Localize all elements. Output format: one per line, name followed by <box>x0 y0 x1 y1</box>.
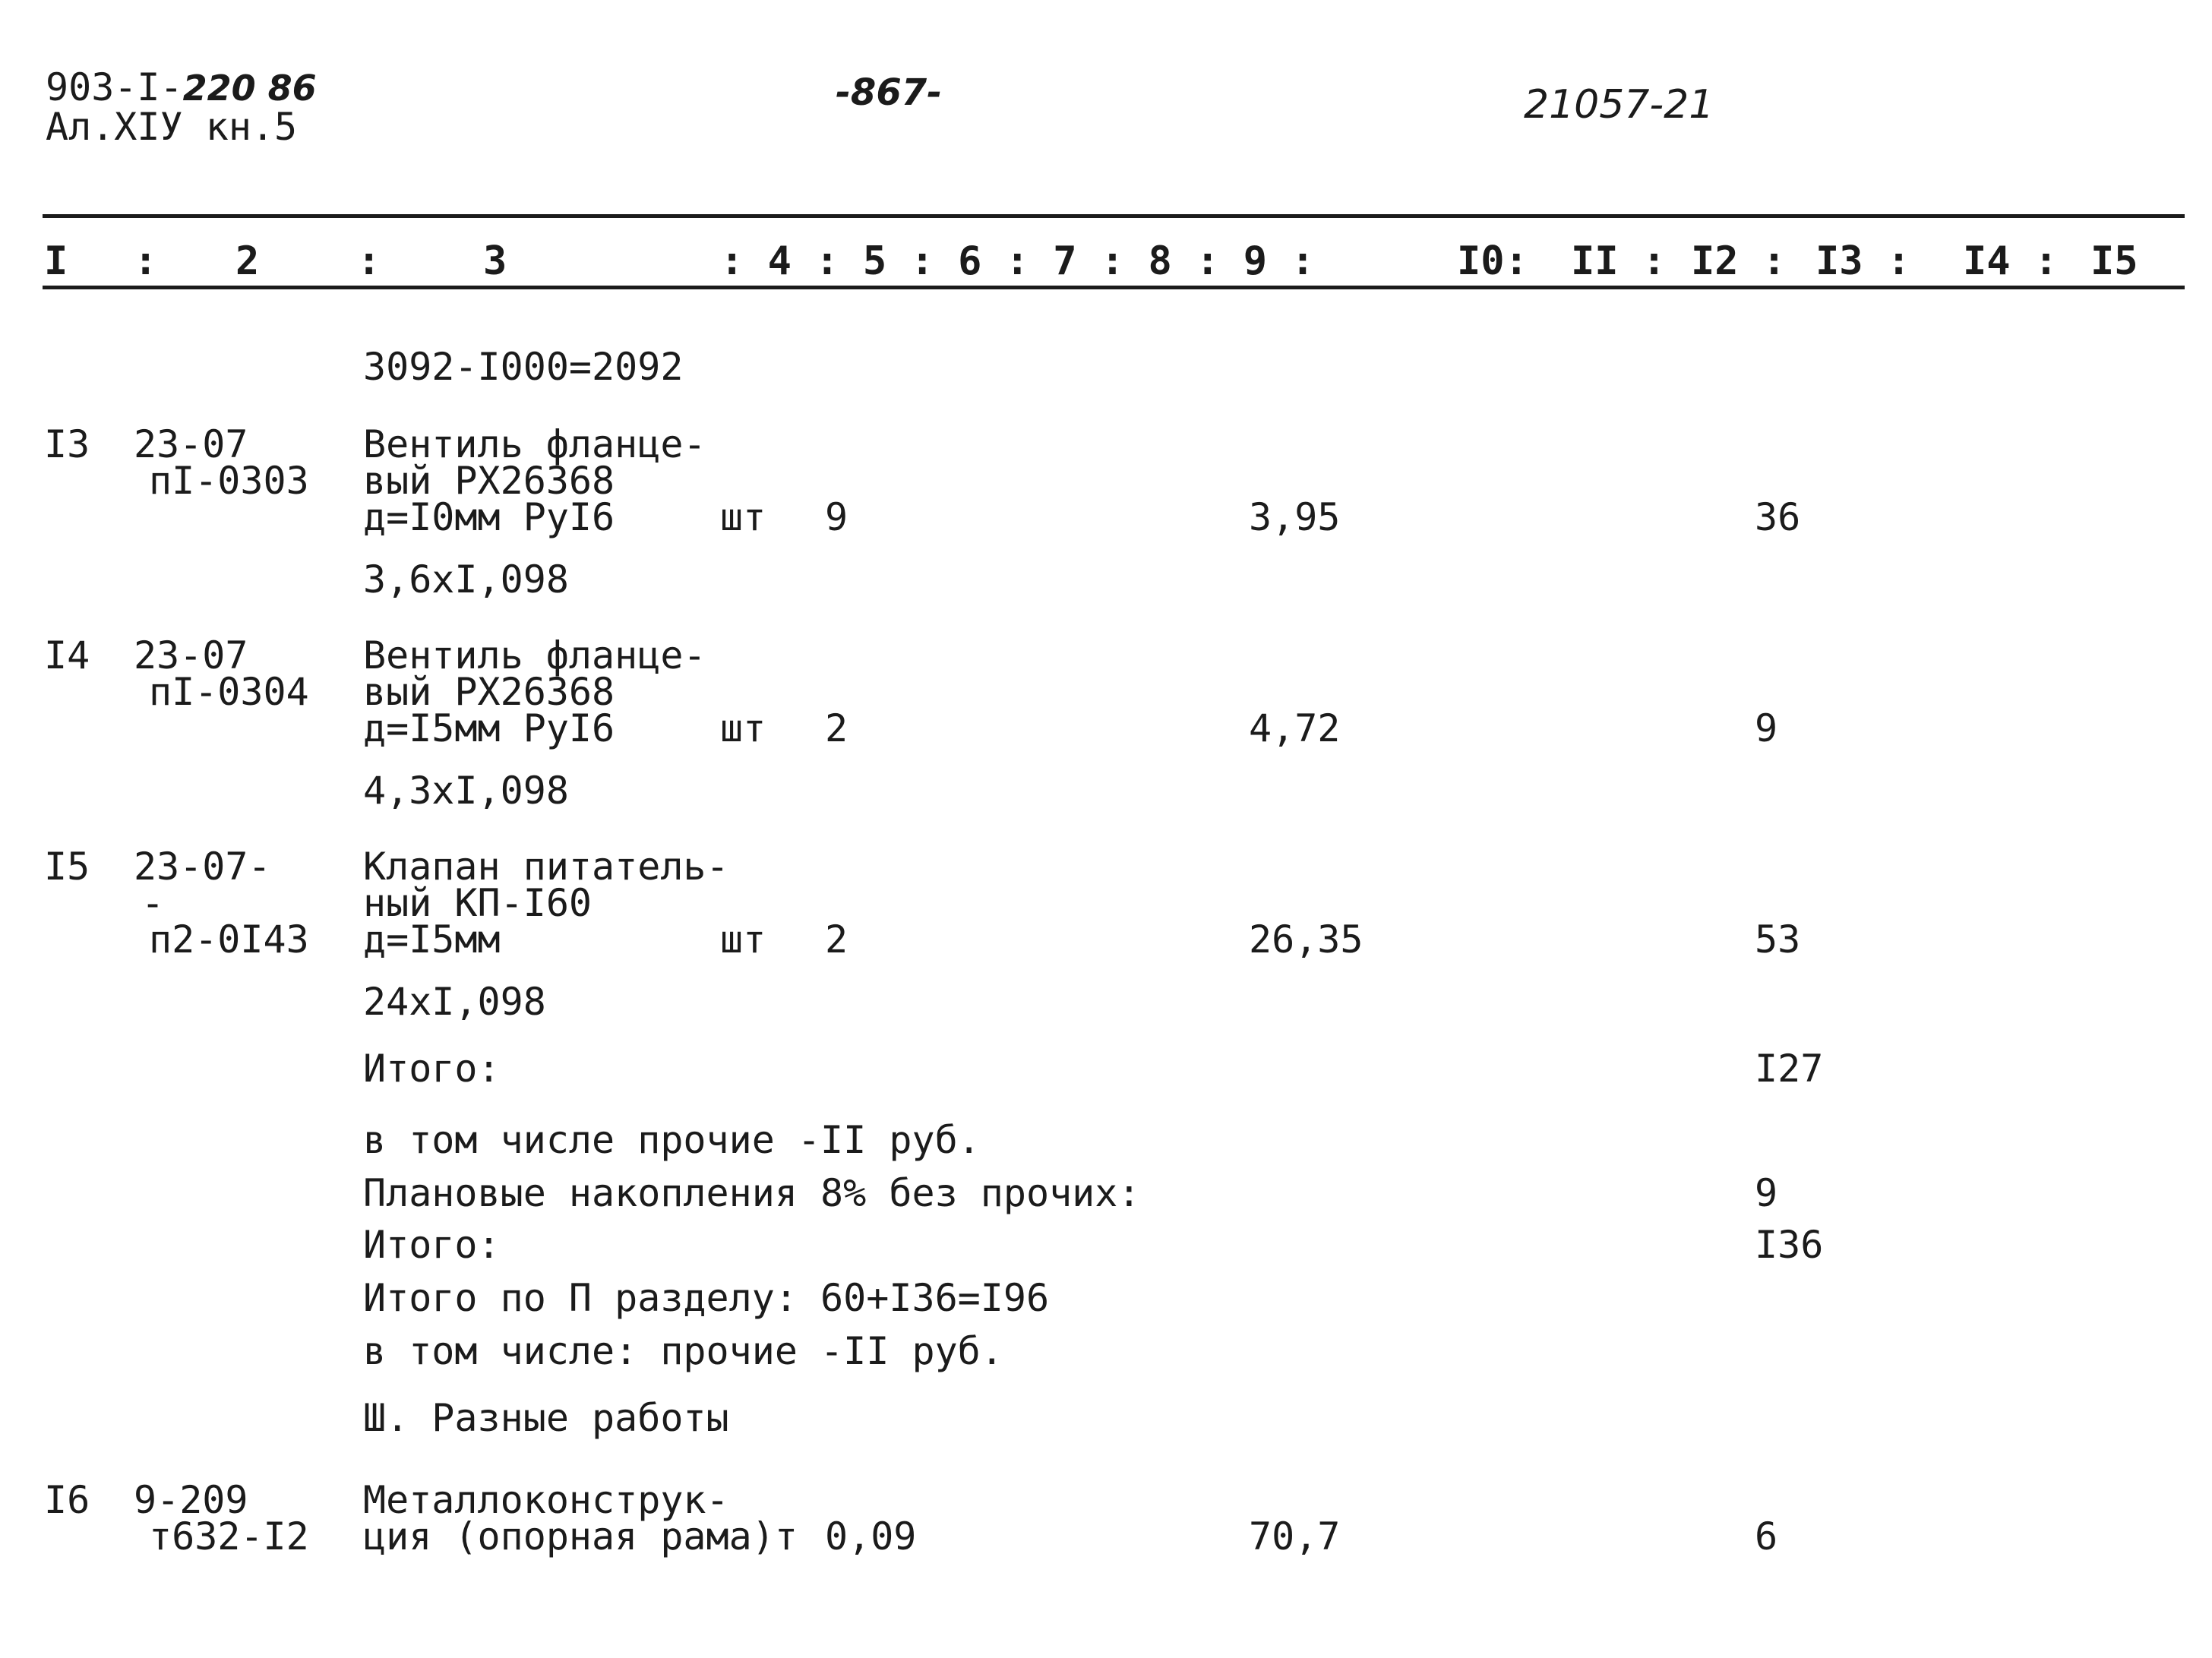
header-bottom-rule <box>43 286 2185 289</box>
description-line: Вентиль фланце- <box>363 633 706 677</box>
total-cost: I27 <box>1755 1047 1824 1091</box>
column-number-6: I0: <box>1457 238 1528 284</box>
description-line: вый РХ26368 <box>363 670 615 714</box>
unit-price: 26,35 <box>1249 917 1364 962</box>
description-line: ный КП-I60 <box>363 881 592 925</box>
row-number: I4 <box>44 633 90 677</box>
description-line: 4,3хI,098 <box>363 769 569 813</box>
doc-code <box>46 65 317 109</box>
row-number: I5 <box>44 845 90 889</box>
total-cost: 53 <box>1755 917 1801 962</box>
rate-code: т632-I2 <box>149 1514 309 1559</box>
description-line: 3,6хI,098 <box>363 557 569 602</box>
rate-code: 23-07- <box>134 845 271 889</box>
description-line: Металлоконструк- <box>363 1478 729 1522</box>
description-line: ция (опорная рама)т <box>363 1514 798 1559</box>
total-cost: 36 <box>1755 495 1801 539</box>
column-number-4: 3 <box>483 238 507 284</box>
description-line: в том числе: прочие -II руб. <box>363 1329 1003 1373</box>
rate-code: пI-0304 <box>149 670 309 714</box>
quantity: 9 <box>825 495 848 539</box>
rate-code: 9-209 <box>134 1478 248 1522</box>
description-line: Вентиль фланце- <box>363 422 706 466</box>
description-line: 24хI,098 <box>363 980 546 1024</box>
column-number-11: I5 <box>2090 238 2138 284</box>
description-line: в том числе прочие -II руб. <box>363 1118 981 1162</box>
total-cost: 9 <box>1755 706 1778 750</box>
description-line: Итого: <box>363 1047 501 1091</box>
unit: шт <box>720 495 766 539</box>
total-cost: 9 <box>1755 1171 1778 1215</box>
quantity: 2 <box>825 917 848 962</box>
column-number-7: II : <box>1571 238 1667 284</box>
page-number: -867- <box>836 71 943 114</box>
unit-price: 70,7 <box>1249 1514 1341 1559</box>
column-number-3: : <box>357 238 381 284</box>
doc-code-handwritten: 220 86 <box>182 68 317 109</box>
column-number-8: I2 : <box>1691 238 1787 284</box>
unit: шт <box>720 706 766 750</box>
doc-code-print: 903-I- <box>46 65 183 109</box>
column-number-1: : <box>134 238 158 284</box>
unit-price: 3,95 <box>1249 495 1341 539</box>
description-line: Клапан питатель- <box>363 845 729 889</box>
album-label: Ал.XIУ кн.5 <box>46 105 298 149</box>
column-number-9: I3 : <box>1815 238 1911 284</box>
header-top-rule <box>43 214 2185 218</box>
quantity: 0,09 <box>825 1514 917 1559</box>
column-number-5: : 4 : 5 : 6 : 7 : 8 : 9 : <box>720 238 1315 284</box>
description-line: Ш. Разные работы <box>363 1396 729 1440</box>
column-number-0: I <box>44 238 68 284</box>
rate-code: п2-0I43 <box>149 917 309 962</box>
rate-code: 23-07 <box>134 422 248 466</box>
row-number: I6 <box>44 1478 90 1522</box>
row-number: I3 <box>44 422 90 466</box>
rate-code: - <box>141 881 165 925</box>
description-line: Плановые накопления 8% без прочих: <box>363 1171 1141 1215</box>
unit-price: 4,72 <box>1249 706 1341 750</box>
rate-code: пI-0303 <box>149 459 309 503</box>
column-number-10: I4 : <box>1963 238 2059 284</box>
description-line: д=I0мм РуI6 <box>363 495 615 539</box>
total-cost: 6 <box>1755 1514 1778 1559</box>
description-line: д=I5мм <box>363 917 501 962</box>
quantity: 2 <box>825 706 848 750</box>
total-cost: I36 <box>1755 1223 1824 1267</box>
unit: шт <box>720 917 766 962</box>
sheet-code: 21057-21 <box>1524 82 1714 128</box>
description-line: Итого: <box>363 1223 501 1267</box>
description-line: вый РХ26368 <box>363 459 615 503</box>
description-line: д=I5мм РуI6 <box>363 706 615 750</box>
description-line: 3092-I000=2092 <box>363 345 684 389</box>
column-number-2: 2 <box>235 238 260 284</box>
description-line: Итого по П разделу: 60+I36=I96 <box>363 1276 1050 1320</box>
rate-code: 23-07 <box>134 633 248 677</box>
